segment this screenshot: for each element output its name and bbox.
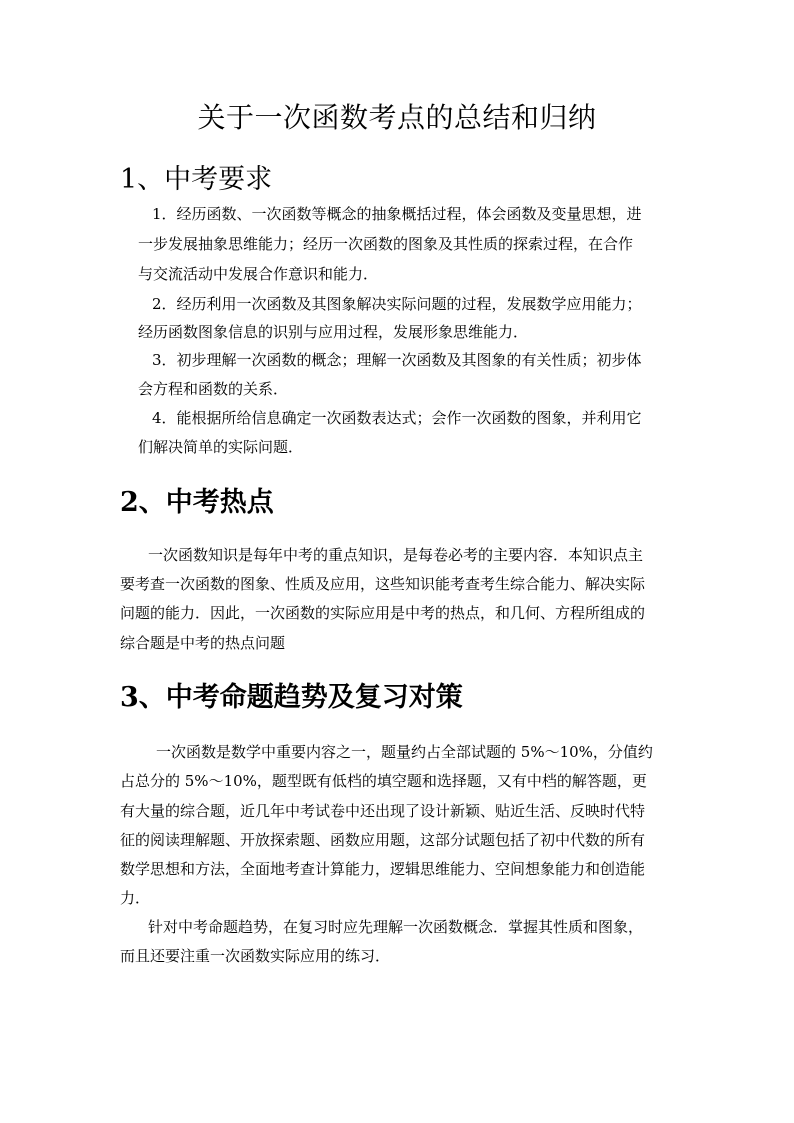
paragraph-line: 2．经历利用一次函数及其图象解决实际问题的过程，发展数学应用能力； xyxy=(152,295,642,313)
paragraph-line: 问题的能力．因此，一次函数的实际应用是中考的热点，和几何、方程所组成的 xyxy=(120,604,646,622)
paragraph-line: 3．初步理解一次函数的概念；理解一次函数及其图象的有关性质；初步体 xyxy=(152,351,642,369)
paragraph-line: 会方程和函数的关系． xyxy=(138,380,289,398)
paragraph-line: 力． xyxy=(120,889,151,907)
paragraph-line: 一次函数知识是每年中考的重点知识，是每卷必考的主要内容．本知识点主 xyxy=(148,546,644,564)
paragraph-line: 与交流活动中发展合作意识和能力． xyxy=(138,265,379,283)
paragraph-line: 1．经历函数、一次函数等概念的抽象概括过程，体会函数及变量思想，进 xyxy=(152,205,642,223)
paragraph-line: 占总分的 5%～10%，题型既有低档的填空题和选择题，又有中档的解答题，更 xyxy=(120,772,647,790)
paragraph-line: 们解决简单的实际问题． xyxy=(138,438,304,456)
paragraph-line: 征的阅读理解题、开放探索题、函数应用题，这部分试题包括了初中代数的所有 xyxy=(120,831,646,849)
section-heading-requirements: 1、中考要求 xyxy=(120,164,273,195)
paragraph-line: 综合题是中考的热点问题 xyxy=(120,634,286,652)
paragraph-line: 而且还要注重一次函数实际应用的练习． xyxy=(120,947,391,965)
section-heading-hotspots: 2、中考热点 xyxy=(120,487,274,518)
paragraph-line: 经历函数图象信息的识别与应用过程，发展形象思维能力． xyxy=(138,323,529,341)
paragraph-line: 一步发展抽象思维能力；经历一次函数的图象及其性质的探索过程，在合作 xyxy=(138,235,634,253)
paragraph-line: 4．能根据所给信息确定一次函数表达式；会作一次函数的图象，并利用它 xyxy=(152,409,642,427)
section-heading-trends: 3、中考命题趋势及复习对策 xyxy=(120,682,463,713)
paragraph-line: 要考查一次函数的图象、性质及应用，这些知识能考查考生综合能力、解决实际 xyxy=(120,575,646,593)
document-title: 关于一次函数考点的总结和归纳 xyxy=(197,101,597,134)
paragraph-line: 针对中考命题趋势，在复习时应先理解一次函数概念．掌握其性质和图象， xyxy=(148,918,644,936)
paragraph-line: 一次函数是数学中重要内容之一，题量约占全部试题的 5%～10%，分值约 xyxy=(156,743,653,761)
paragraph-line: 有大量的综合题，近几年中考试卷中还出现了设计新颖、贴近生活、反映时代特 xyxy=(120,802,646,820)
paragraph-line: 数学思想和方法，全面地考查计算能力，逻辑思维能力、空间想象能力和创造能 xyxy=(120,860,646,878)
